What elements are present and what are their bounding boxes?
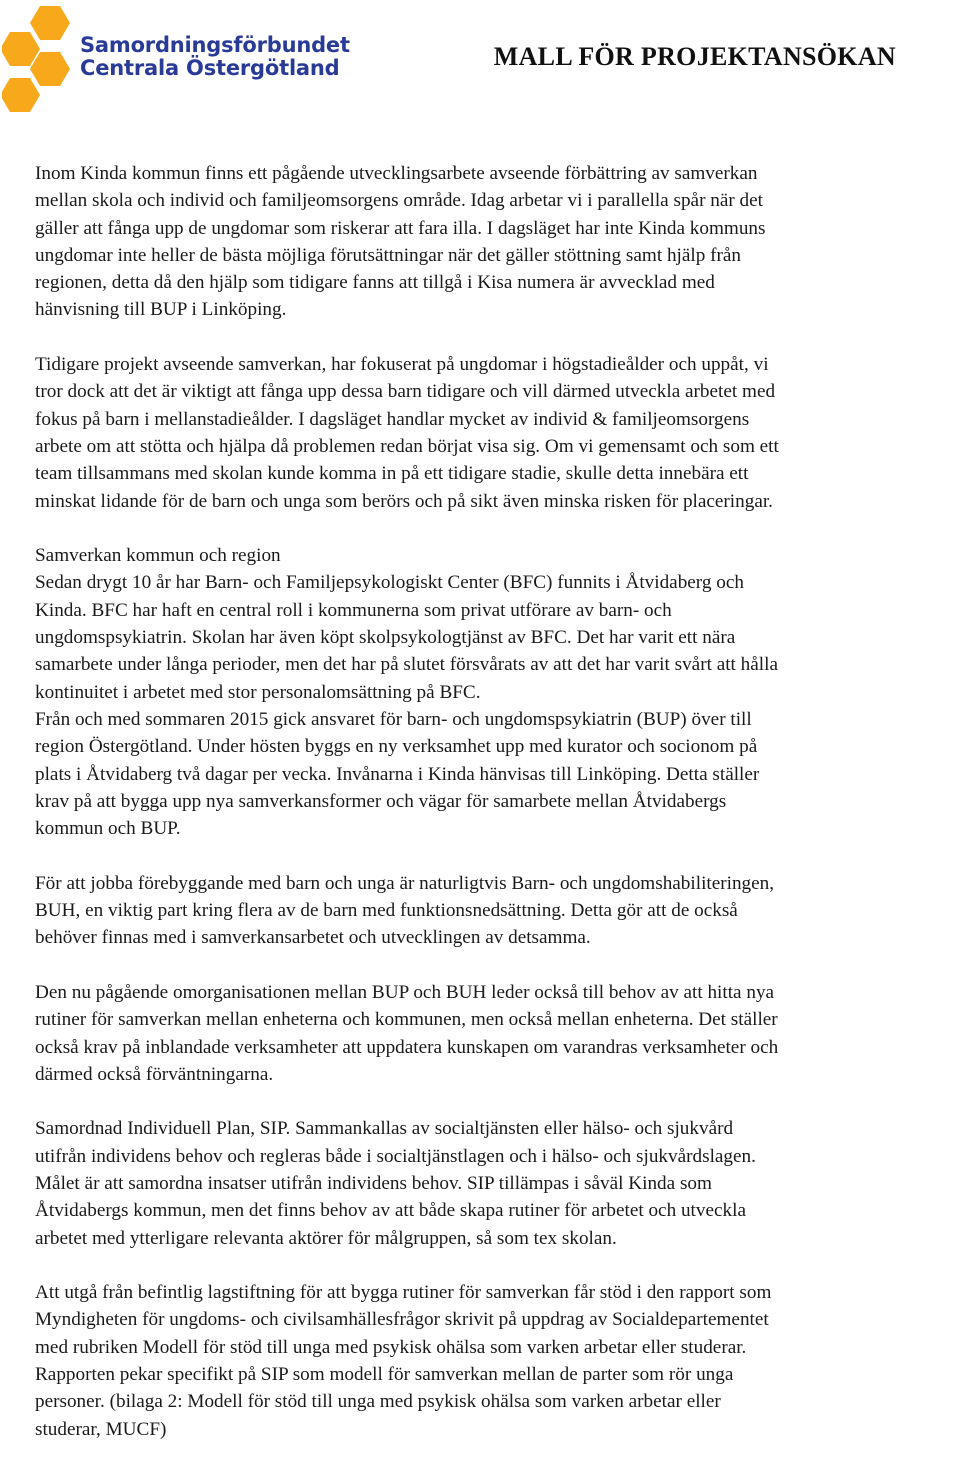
section-heading-samverkan: Samverkan kommun och region: [35, 545, 281, 567]
paragraph-mucf: Att utgå från befintlig lagstiftning för att bygga rutiner för samverkan får stöd i den rapport som Myndigheten för ungdoms- och civilsamhällesfrågor skrivit på uppdrag av Socialdepartementet med rubriken Modell för stöd till unga med psykisk ohälsa som varken arbetar eller studerar. Rapporten pekar specifikt på SIP som modell för samverkan mellan de parter som rör unga personer. (bilaga 2: Modell för stöd till unga med psykisk ohälsa som varken arbetar eller studerar, MUCF): [35, 1282, 772, 1440]
paragraph-buh: För att jobba förebyggande med barn och unga är naturligtvis Barn- och ungdomshabiliteringen, BUH, en viktig part kring flera av de barn med funktionsnedsättning. Detta gör att de också behöver finnas med i samverkansarbetet och utvecklingen av detsamma.: [35, 872, 775, 949]
paragraph-previous-projects: Tidigare projekt avseende samverkan, har fokuserat på ungdomar i högstadieålder och uppåt, vi tror dock att det är viktigt att fånga upp dessa barn tidigare och vill därmed utveckla arbetet med fokus på barn i mellanstadieålder. I dagsläget handlar mycket av individ & familjeomsorgens arbete om att stötta och hjälpa då problemen redan börjat visa sig. Om vi gemensamt och som ett team tillsammans med skolan kunde komma in på ett tidigare stadie, skulle detta innebära ett minskat lidande för de barn och unga som berörs och på sikt även minska risken för placeringar.: [35, 354, 779, 512]
paragraph-reorganisation: Den nu pågående omorganisationen mellan BUP och BUH leder också till behov av att hitta nya rutiner för samverkan mellan enheterna och kommunen, men också mellan enheterna. Det ställer också krav på inblandade verksamheter att uppdatera kunskapen om varandras verksamheter och därmed också förväntningarna.: [35, 981, 779, 1085]
paragraph-bup: Från och med sommaren 2015 gick ansvaret för barn- och ungdomspsykiatrin (BUP) över till region Östergötland. Under hösten byggs en ny verksamhet upp med kurator och socionom på plats i Åtvidaberg två dagar per vecka. Invånarna i Kinda hänvisas till Linköping. Detta ställer krav på att bygga upp nya samverkansformer och vägar för samarbete mellan Åtvidabergs kommun och BUP.: [35, 708, 760, 840]
logo-text: [80, 34, 350, 80]
page-header: [0, 0, 960, 120]
logo-line-1: Samordningsförbundet: [80, 33, 350, 57]
paragraph-sip: Samordnad Individuell Plan, SIP. Sammankallas av socialtjänsten eller hälso- och sjukvård utifrån individens behov och regleras både i socialtjänstlagen och i hälso- och sjukvårdslagen. Målet är att samordna insatser utifrån individens behov. SIP tillämpas i såväl Kinda som Åtvidabergs kommun, men det finns behov av att både skapa rutiner för arbetet och utveckla arbetet med ytterligare relevanta aktörer för målgruppen, så som tex skolan.: [35, 1118, 756, 1249]
paragraph-bfc: Sedan drygt 10 år har Barn- och Familjepsykologiskt Center (BFC) funnits i Åtvidaberg och Kinda. BFC har haft en central roll i kommunerna som privat utförare av barn- och ungdomspsykiatrin. Skolan har även köpt skolpsykologtjänst av BFC. Det har varit ett nära samarbete under långa perioder, men det har på slutet försvårats av att det har varit svårt att hålla kontinuitet i arbetet med stor personalomsättning på BFC.: [35, 572, 778, 703]
document-title: MALL FÖR PROJEKTANSÖKAN: [493, 42, 896, 71]
honeycomb-logo-icon: [2, 4, 82, 116]
document-body: [35, 160, 960, 1470]
organization-logo: [2, 4, 382, 114]
paragraph-kinda-development: Inom Kinda kommun finns ett pågående utvecklingsarbete avseende förbättring av samverkan mellan skola och individ och familjeomsorgens område. Idag arbetar vi i parallella spår när det gäller att fånga upp de ungdomar som riskerar att fara illa. I dagsläget har inte Kinda kommuns ungdomar inte heller de bästa möjliga förutsättningar när det gäller stöttning samt hjälp från regionen, detta då den hjälp som tidigare fanns att tillgå i Kisa numera är avvecklad med hänvisning till BUP i Linköping.: [35, 163, 766, 321]
logo-line-2: Centrala Östergötland: [80, 56, 340, 80]
